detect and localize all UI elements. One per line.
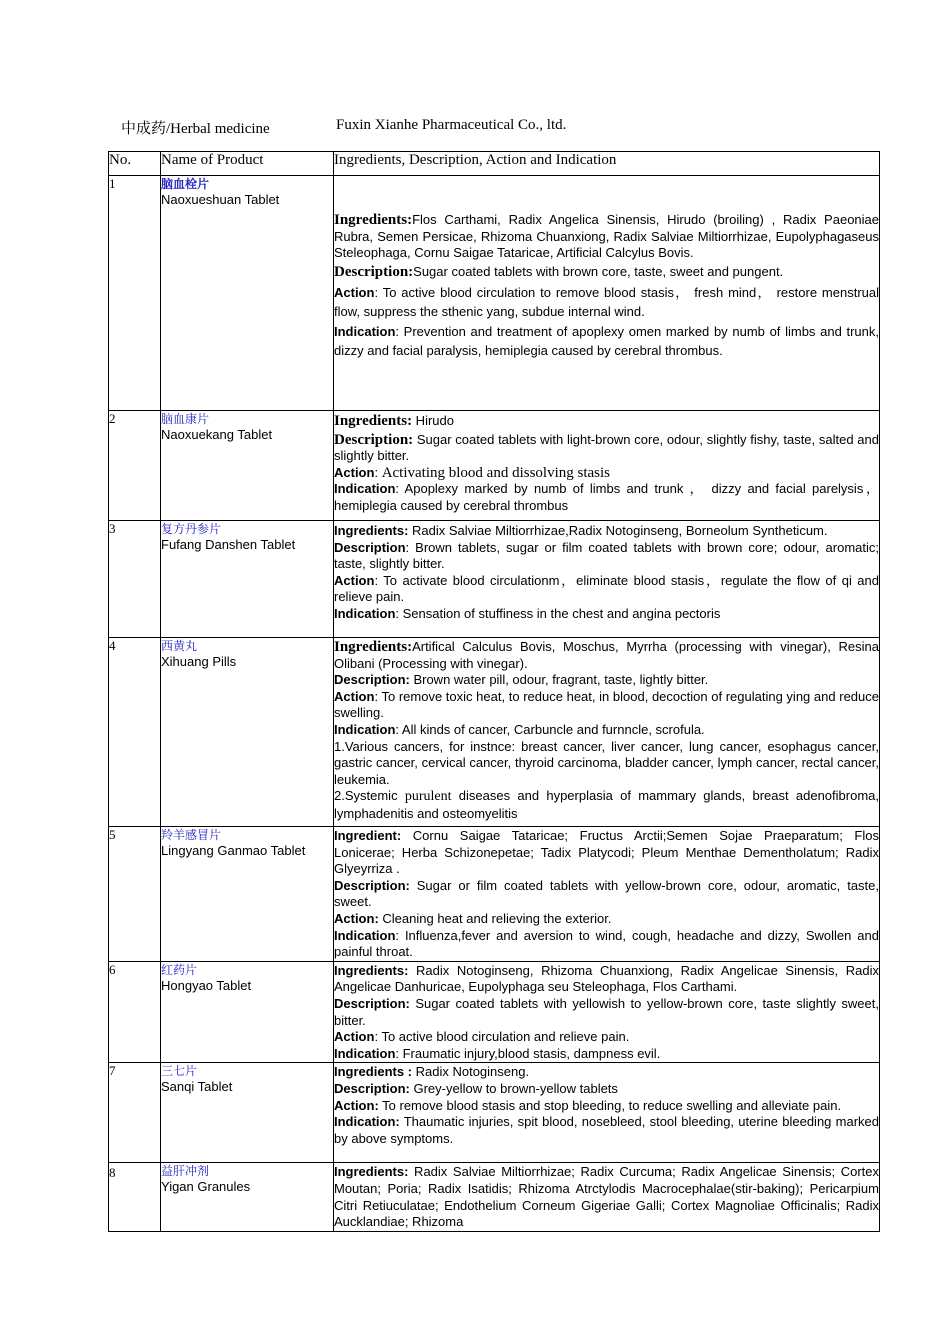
ingredients-text: Ingredients : Radix Notoginseng. — [334, 1064, 530, 1080]
description-text: Description: Brown water pill, odour, fragrant, taste, lightly bitter. — [334, 672, 709, 688]
ingredients-text: Ingredients: Hirudo — [334, 413, 454, 429]
product-name-cn: 益肝冲剂 — [161, 1164, 210, 1179]
ingredients-text: Ingredients:Artifical Calculus Bovis, Moschus, Myrrha (processing with vinegar), Resina Olibani (Processing with vinegar). — [334, 639, 879, 671]
description-text: Description: Grey-yellow to brown-yellow tablets — [334, 1080, 618, 1096]
action-text: Action: To remove blood stasis and stop bleeding, to reduce swelling and alleviate pain. — [334, 1097, 842, 1113]
indication-text: Indication: Thaumatic injuries, spit blood, nosebleed, stool bleeding, uterine bleeding marked by above symptoms. — [334, 1114, 879, 1146]
product-name-cell — [161, 961, 334, 1063]
table-header-row — [109, 152, 880, 176]
product-name-cell — [161, 176, 334, 411]
product-name-cell — [161, 1163, 334, 1231]
table-row — [109, 411, 880, 521]
action-text: Action: To active blood circulation to remove blood stasis， fresh mind， restore menstrual flow, suppress the sthenic yang, subdue internal wind. — [334, 285, 879, 320]
product-name-en: Fufang Danshen Tablet — [161, 537, 296, 552]
table-row — [109, 1063, 880, 1163]
indication-text: Indication: All kinds of cancer, Carbuncle and furnncle, scrofula. — [334, 721, 705, 737]
row-number: 3 — [109, 521, 161, 638]
indication-text: Indication: Fraumatic injury,blood stasis, dampness evil. — [334, 1045, 661, 1061]
description-text: Description:Sugar coated tablets with brown core, taste, sweet and pungent. — [334, 263, 784, 280]
table-row — [109, 961, 880, 1063]
product-name-cell — [161, 521, 334, 638]
indication-detail-1: 1.Various cancers, for instnce: breast cancer, liver cancer, lung cancer, esophagus cancer, gastric cancer, cervical cancer, thyroid carcinoma, bladder cancer, lymph cancer, rectal cancer, leukemia. — [334, 738, 879, 787]
product-info-cell — [334, 961, 880, 1063]
column-header-name: Name of Product — [161, 152, 334, 176]
product-name-cn: 红药片 — [161, 962, 198, 977]
action-text: Action: Cleaning heat and relieving the exterior. — [334, 910, 612, 926]
product-name-cn: 复方丹参片 — [161, 522, 222, 536]
document-header — [121, 117, 567, 138]
company-name: Fuxin Xianhe Pharmaceutical Co., ltd. — [336, 117, 567, 133]
product-name-en: Sanqi Tablet — [161, 1079, 233, 1095]
product-name-cell — [161, 827, 334, 962]
indication-text: Indication: Influenza,fever and aversion to wind, cough, headache and dizzy, Swollen and painful throat. — [334, 927, 879, 960]
row-number: 7 — [109, 1063, 161, 1163]
product-name-cn: 羚羊感冒片 — [161, 828, 222, 842]
ingredients-text: Ingredients: Radix Salviae Miltiorrhizae,Radix Notoginseng, Borneolum Syntheticum. — [334, 523, 828, 538]
product-name-en: Yigan Granules — [161, 1179, 251, 1195]
ingredients-text: Ingredients:Flos Carthami, Radix Angelica Sinensis, Hirudo (broiling) , Radix Paeoniae Rubra, Semen Persicae, Rhizoma Chuanxiong, Radix Salviae Miltiorrhizae, Eupolyphagaseus Steleophaga, Cornu Saigae Tataricae, Artificial Calcylus Bovis. — [334, 212, 879, 261]
product-info-cell — [334, 411, 880, 521]
product-name-en: Naoxueshuan Tablet — [161, 192, 280, 207]
indication-detail-2: 2.Systemic purulent diseases and hyperplasia of mammary glands, breast adenofibroma, lymphadenitis and osteomyelitis — [334, 788, 879, 821]
product-info-cell — [334, 638, 880, 827]
category-label: 中成药/Herbal medicine — [121, 121, 270, 137]
product-info-cell — [334, 1163, 880, 1231]
column-header-no: No. — [109, 152, 161, 176]
description-text: Description: Sugar coated tablets with light-brown core, odour, slightly fishy, taste, salted and slightly bitter. — [334, 431, 879, 464]
table-row — [109, 827, 880, 962]
indication-text: Indication: Apoplexy marked by numb of limbs and trunk ， dizzy and facial parelysis，hemiplegia caused by cerebral thrombus — [334, 481, 879, 513]
action-text: Action: Activating blood and dissolving stasis — [334, 464, 611, 481]
product-info-cell — [334, 1063, 880, 1163]
product-table — [108, 151, 880, 1232]
row-number: 2 — [109, 411, 161, 521]
description-text: Description: Sugar coated tablets with yellowish to yellow-brown core, taste slightly sweet, bitter. — [334, 995, 879, 1028]
indication-text: Indication: Prevention and treatment of apoplexy omen marked by numb of limbs and trunk, dizzy and facial paralysis, hemiplegia caused by cerebral thrombus. — [334, 324, 879, 359]
ingredients-text: Ingredients: Radix Notoginseng, Rhizoma Chuanxiong, Radix Angelicae Sinensis, Radix Angelicae Danhuricae, Eupolyphaga seu Steleophaga, Flos Carthami. — [334, 962, 879, 995]
table-row — [109, 1163, 880, 1231]
table-row — [109, 638, 880, 827]
action-text: Action: To remove toxic heat, to reduce heat, in blood, decoction of regulating ying and reduce swelling. — [334, 688, 879, 721]
product-name-cell — [161, 411, 334, 521]
row-number: 1 — [109, 176, 161, 411]
product-info-cell — [334, 827, 880, 962]
row-number: 6 — [109, 961, 161, 1063]
description-text: Description: Sugar or film coated tablets with yellow-brown core, odour, aromatic, taste, sweet. — [334, 877, 879, 910]
product-name-en: Xihuang Pills — [161, 654, 237, 669]
ingredients-text: Ingredient: Cornu Saigae Tataricae; Fructus Arctii;Semen Sojae Praeparatum; Flos Lonicerae; Herba Schizonepetae; Tadix Platycodi; Pleum Menthae Dementholatum; Radix Glyeyrriza . — [334, 828, 879, 877]
description-text: Description: Brown tablets, sugar or film coated tablets with brown core; odour, aromatic; taste, slightly bitter. — [334, 539, 879, 572]
product-info-cell — [334, 176, 880, 411]
product-info-cell — [334, 521, 880, 638]
product-name-cn: 脑血栓片 — [161, 177, 210, 191]
product-name-cell — [161, 1063, 334, 1163]
ingredients-text: Ingredients: Radix Salviae Miltiorrhizae; Radix Curcuma; Radix Angelicae Sinensis; Cortex Moutan; Poria; Radix Isatidis; Rhizoma Atrctylodis Macrocephalae(stir-baking); Pericarpium Citri Retiuculatae; Endothelium Corneum Gigeriae Galli; Cortex Magnoliae Officinalis; Radix Aucklandiae; Rhizoma — [334, 1164, 879, 1230]
product-name-en: Hongyao Tablet — [161, 977, 252, 993]
row-number: 4 — [109, 638, 161, 827]
table-row — [109, 521, 880, 638]
product-name-cn: 西黄丸 — [161, 639, 198, 653]
indication-text: Indication: Sensation of stuffiness in the chest and angina pectoris — [334, 605, 721, 621]
product-name-cn: 三七片 — [161, 1064, 198, 1079]
product-name-cell — [161, 638, 334, 827]
table-row — [109, 176, 880, 411]
action-text: Action: To active blood circulation and relieve pain. — [334, 1029, 630, 1045]
action-text: Action: To activate blood circulationm，eliminate blood stasis，regulate the flow of qi and relieve pain. — [334, 572, 879, 605]
product-name-en: Lingyang Ganmao Tablet — [161, 843, 306, 858]
row-number: 8 — [109, 1163, 161, 1231]
column-header-info: Ingredients, Description, Action and Indication — [334, 152, 880, 176]
product-name-cn: 脑血康片 — [161, 412, 210, 426]
product-name-en: Naoxuekang Tablet — [161, 427, 273, 442]
row-number: 5 — [109, 827, 161, 962]
